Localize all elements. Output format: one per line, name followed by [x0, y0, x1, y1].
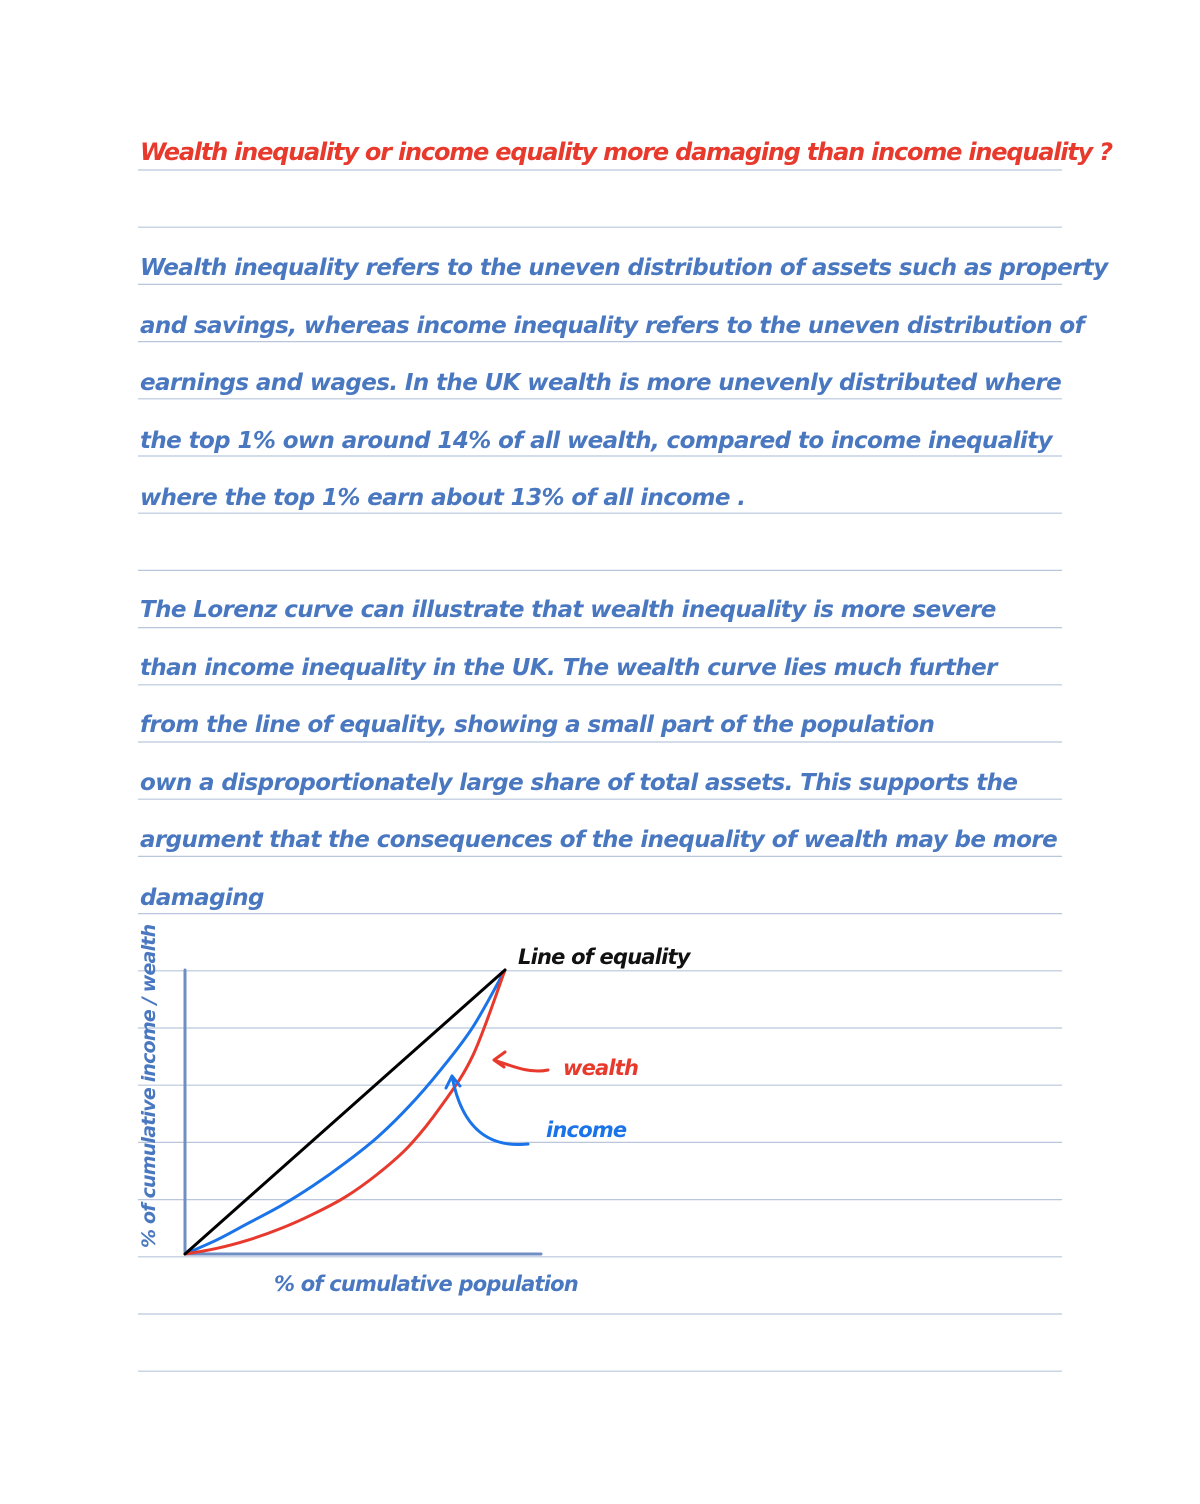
- y-axis-label: % of cumulative income / wealth: [138, 924, 160, 1248]
- legend-label-line-of-equality: Line of equality: [518, 945, 690, 969]
- chart-annotations: [446, 1052, 548, 1145]
- paragraph-line: where the top 1% earn about 13% of all income .: [140, 485, 746, 511]
- page-title: Wealth inequality or income equality more damaging than income inequality ?: [140, 138, 1112, 166]
- paragraph-line: The Lorenz curve can illustrate that wealth inequality is more severe: [140, 597, 996, 623]
- x-axis-label: % of cumulative population: [274, 1272, 578, 1296]
- paragraph-line: argument that the consequences of the inequality of wealth may be more: [140, 827, 1058, 853]
- chart-series: [185, 970, 505, 1254]
- paragraph-line: the top 1% own around 14% of all wealth, compared to income inequality: [140, 428, 1052, 454]
- paragraph-line: from the line of equality, showing a small part of the population: [140, 712, 935, 738]
- paragraph-line: earnings and wages. In the UK wealth is more unevenly distributed where: [140, 370, 1062, 396]
- paragraph-line: own a disproportionately large share of total assets. This supports the: [140, 770, 1018, 796]
- paragraph-line: than income inequality in the UK. The wealth curve lies much further: [140, 655, 997, 681]
- wealth-annotation-arrow: [494, 1052, 548, 1071]
- legend-label-income: income: [546, 1118, 627, 1142]
- legend-label-wealth: wealth: [563, 1056, 639, 1080]
- chart-axes: [185, 970, 541, 1254]
- income-annotation-arrow: [446, 1076, 528, 1145]
- series-line-line-of-equality: [185, 970, 505, 1254]
- paragraph-line: Wealth inequality refers to the uneven distribution of assets such as property: [140, 255, 1108, 281]
- paragraph-line: and savings, whereas income inequality refers to the uneven distribution of: [140, 313, 1085, 339]
- paragraph-line: damaging: [140, 885, 264, 911]
